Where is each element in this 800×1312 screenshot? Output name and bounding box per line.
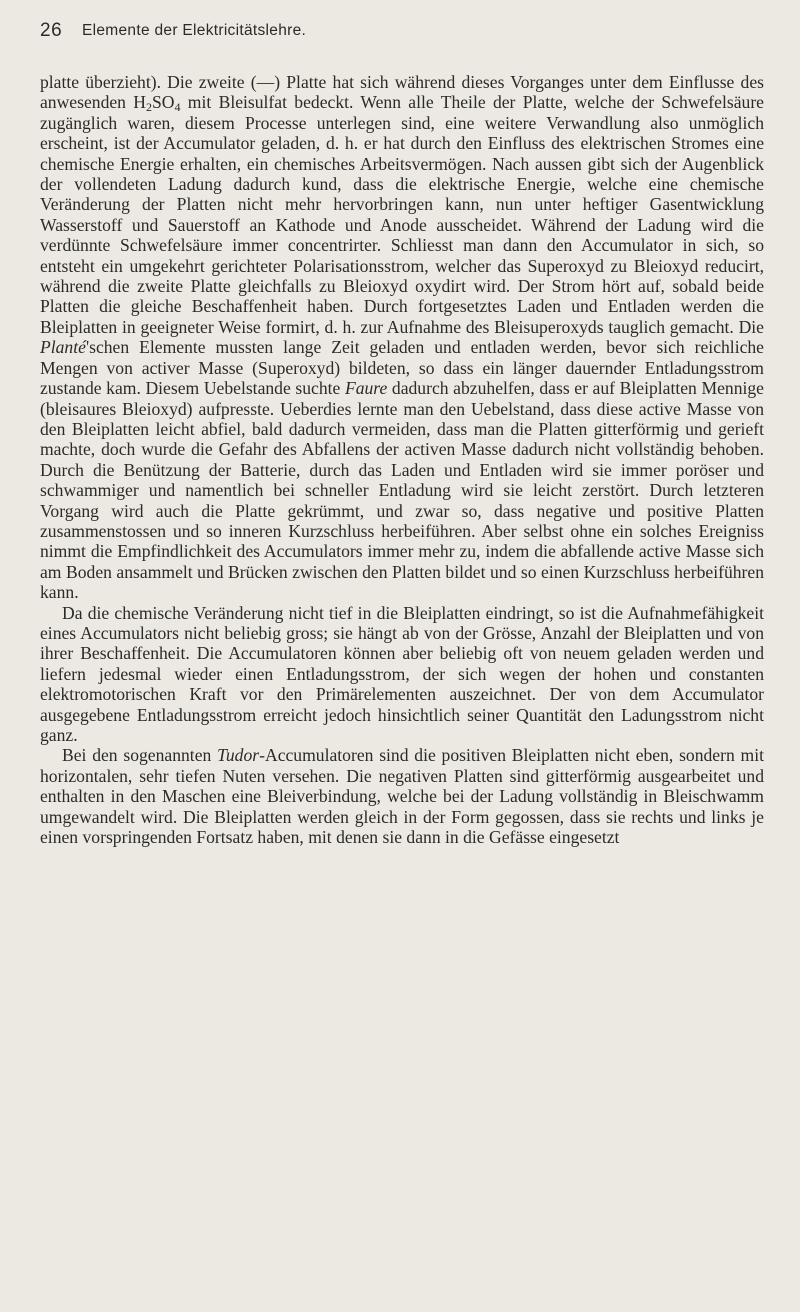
italic-name: Tudor [217,745,260,766]
page-number: 26 [40,20,63,41]
text-run: Bei den sogenannten [62,745,218,766]
paragraph [40,603,764,746]
text-run: -Accumulatoren sind die positiven Bleiplatten nicht eben, sondern mit horizontalen, sehr tiefen Nuten versehen. Die negativen Platten sind gitterförmig ausgearbeitet und enthalten in den Maschen eine Bleiverbindung, welche bei der Ladung vollständig in Bleischwamm umgewandelt wird. Die Bleiplatten werden gleich in der Form gegossen, dass sie rechts und links je einen vorspringenden Fortsatz haben, mit denen sie dann in die Gefässe eingesetzt [40,745,764,848]
paragraph [40,72,764,603]
text-run: platte überzieht). Die zweite (—) Platte hat sich während dieses Vorganges unter dem Einflusse des anwesenden H [40,72,764,113]
subscript: 2 [146,100,152,115]
italic-name: Planté [40,337,86,358]
book-page [40,0,764,1312]
text-run: dadurch abzuhelfen, dass er auf Bleiplatten Mennige (bleisaures Bleioxyd) aufpresste. Ueberdies lernte man den Uebelstand, dass diese active Masse von den Bleiplatten leicht abfiel, bald dadurch vermeiden, dass man die Platten gitterförmig und gerieft machte, doch wurde die Gefahr des Abfallens der activen Masse dadurch nicht vollständig behoben. Durch die Benützung der Batterie, durch das Laden und Entladen wird sie immer poröser und schwammiger und namentlich bei schneller Entladung wird sie leicht zerstört. Durch letzteren Vorgang wird auch die Platte gekrümmt, und zwar so, dass negative und positive Platten zusammenstossen und so inneren Kurzschluss herbeiführen. Aber selbst ohne ein solches Ereigniss nimmt die Empfindlichkeit des Accumulators immer mehr zu, indem die abfallende active Masse sich am Boden ansammelt und Brücken zwischen den Platten bildet und so einen Kurzschluss herbeiführen kann. [40,378,764,603]
subscript: 4 [174,100,181,115]
italic-name: Faure [344,378,388,399]
paragraph [40,745,764,847]
running-head: Elemente der Elektricitätslehre. [82,22,307,39]
text-run: mit Bleisulfat bedeckt. Wenn alle Theile der Platte, welche der Schwefelsäure zugänglich waren, diesem Processe unterlegen sind, eine weitere Verwandlung also unmöglich erscheint, ist der Accumulator geladen, d. h. er hat durch den Einfluss des elektrischen Stromes eine chemische Energie erhalten, ein chemisches Arbeitsvermögen. Nach aussen gibt sich der Augenblick der vollendeten Ladung dadurch kund, dass die elektrische Energie, welche eine chemische Veränderung der Platten nicht mehr hervorbringen kann, nun unter heftiger Gasentwicklung Wasserstoff und Sauerstoff an Kathode und Anode ausscheidet. Während der Ladung wird die verdünnte Schwefelsäure immer concentrirter. Schliesst man dann den Accumulator in sich, so entsteht ein umgekehrt gerichteter Polarisationsstrom, welcher das Superoxyd zu Bleioxyd reducirt, während die zweite Platte gleichfalls zu Bleioxyd oxydirt wird. Der Strom hört auf, sobald beide Platten die gleiche Beschaffenheit haben. Durch fortgesetztes Laden und Entladen werden die Bleiplatten in geeigneter Weise formirt, d. h. zur Aufnahme des Bleisuperoxyds tauglich gemacht. Die [40,92,764,337]
text-run: SO [152,92,175,113]
page-header [40,18,764,54]
body-text [40,72,764,847]
text-run: Da die chemische Veränderung nicht tief in die Bleiplatten eindringt, so ist die Aufnahmefähigkeit eines Accumulators nicht beliebig gross; sie hängt ab von der Grösse, Anzahl der Bleiplatten und von ihrer Beschaffenheit. Die Accumulatoren können aber beliebig oft von neuem geladen werden und liefern jedesmal wieder einen Entladungsstrom, der sich wegen der hohen und constanten elektromotorischen Kraft vor den Primärelementen auszeichnet. Der von dem Accumulator ausgegebene Entladungsstrom erreicht jedoch hinsichtlich seiner Quantität den Ladungsstrom nicht ganz. [40,602,764,745]
text-run: 'schen Elemente mussten lange Zeit geladen und entladen werden, bevor sich reichliche Mengen von activer Masse (Superoxyd) bildeten, so dass ein länger dauernder Entladungsstrom zustande kam. Diesem Uebelstande suchte [40,337,764,399]
